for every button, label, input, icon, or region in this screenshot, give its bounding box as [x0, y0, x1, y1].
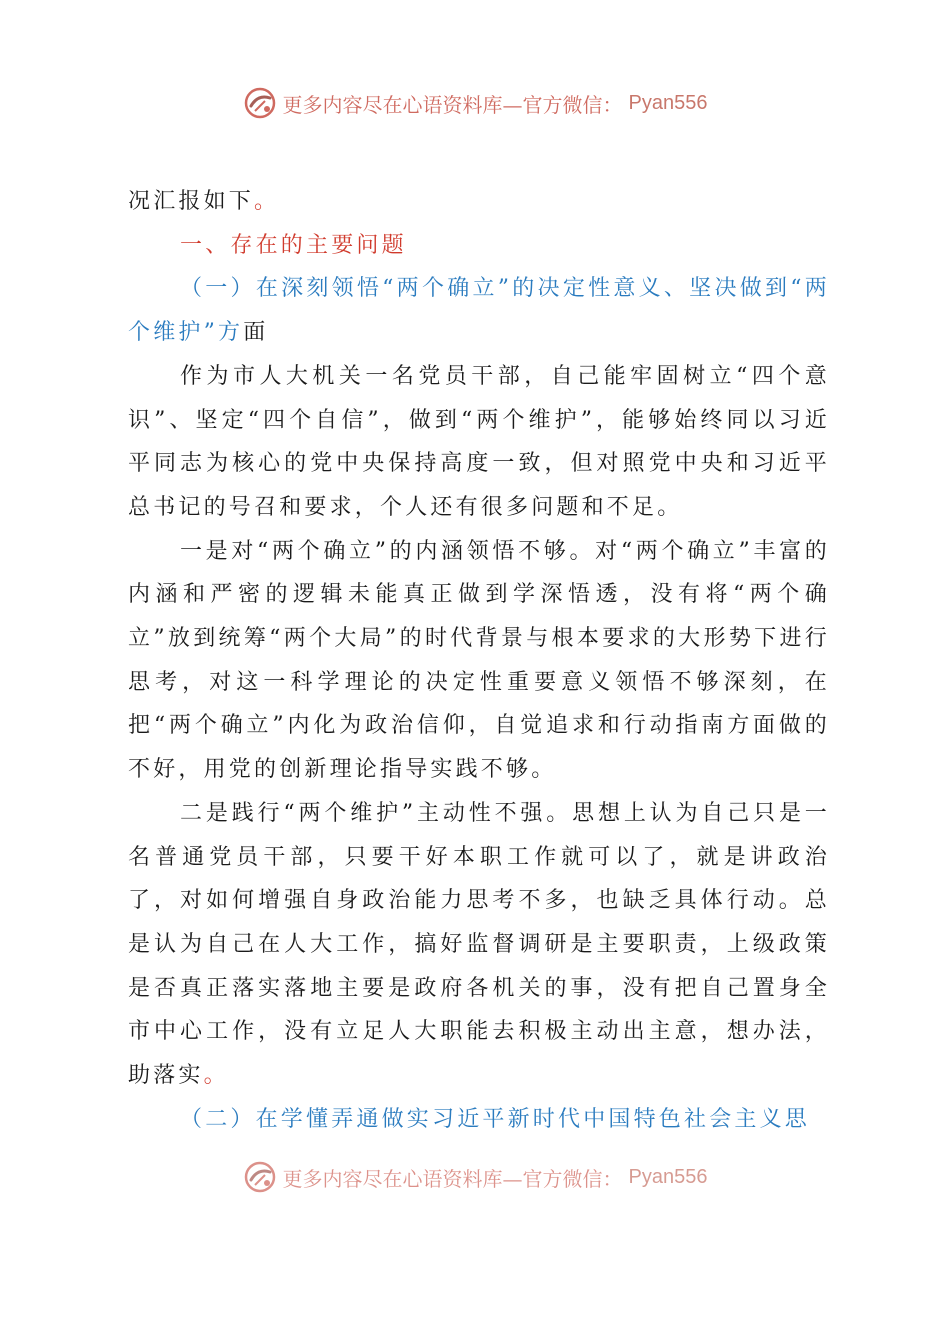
paragraph-intro-end: 况汇报如下。 [128, 189, 280, 214]
seal-logo-icon [243, 86, 277, 120]
footer-watermark [0, 1160, 950, 1194]
document-body [128, 180, 830, 1141]
header-watermark [0, 86, 950, 120]
watermark-text: 更多内容尽在心语资料库—官方微信： [282, 1166, 623, 1191]
subheading-one: （一）在深刻领悟“两个确立”的决定性意义、坚决做到“两个维护”方面 [128, 276, 830, 346]
subheading-two: （二）在学懂弄通做实习近平新时代中国特色社会主义思 [180, 1106, 811, 1132]
paragraph-overview: 作为市人大机关一名党员干部，自己能牢固树立“四个意识”、坚定“四个自信”，做到“两个维护”，能够始终同以习近平同志为核心的党中央保持高度一致，但对照党中央和习近平总书记的号召和要求，个人还有很多问题和不足。 [128, 363, 830, 520]
watermark-wechat-id: Pyan556 [628, 91, 708, 114]
heading-main-problems: 一、存在的主要问题 [180, 232, 407, 258]
paragraph-point-one: 一是对“两个确立”的内涵领悟不够。对“两个确立”丰富的内涵和严密的逻辑未能真正做到学深悟透，没有将“两个确立”放到统筹“两个大局”的时代背景与根本要求的大形势下进行思考，对这一科学理论的决定性重要意义领悟不够深刻，在把“两个确立”内化为政治信仰，自觉追求和行动指南方面做的不好，用党的创新理论指导实践不够。 [128, 538, 830, 783]
watermark-wechat-id: Pyan556 [628, 1165, 708, 1188]
watermark-text: 更多内容尽在心语资料库—官方微信： [282, 92, 623, 117]
seal-logo-icon [243, 1160, 277, 1194]
paragraph-point-two: 二是践行“两个维护”主动性不强。思想上认为自己只是一名普通党员干部，只要干好本职工作就可以了，就是讲政治了，对如何增强自身政治能力思考不多，也缺乏具体行动。总是认为自己在人大工作，搞好监督调研是主要职责，上级政策是否真正落实落地主要是政府各机关的事，没有把自己置身全市中心工作，没有立足人大职能去积极主动出主意，想办法，助落实。 [128, 800, 830, 1089]
